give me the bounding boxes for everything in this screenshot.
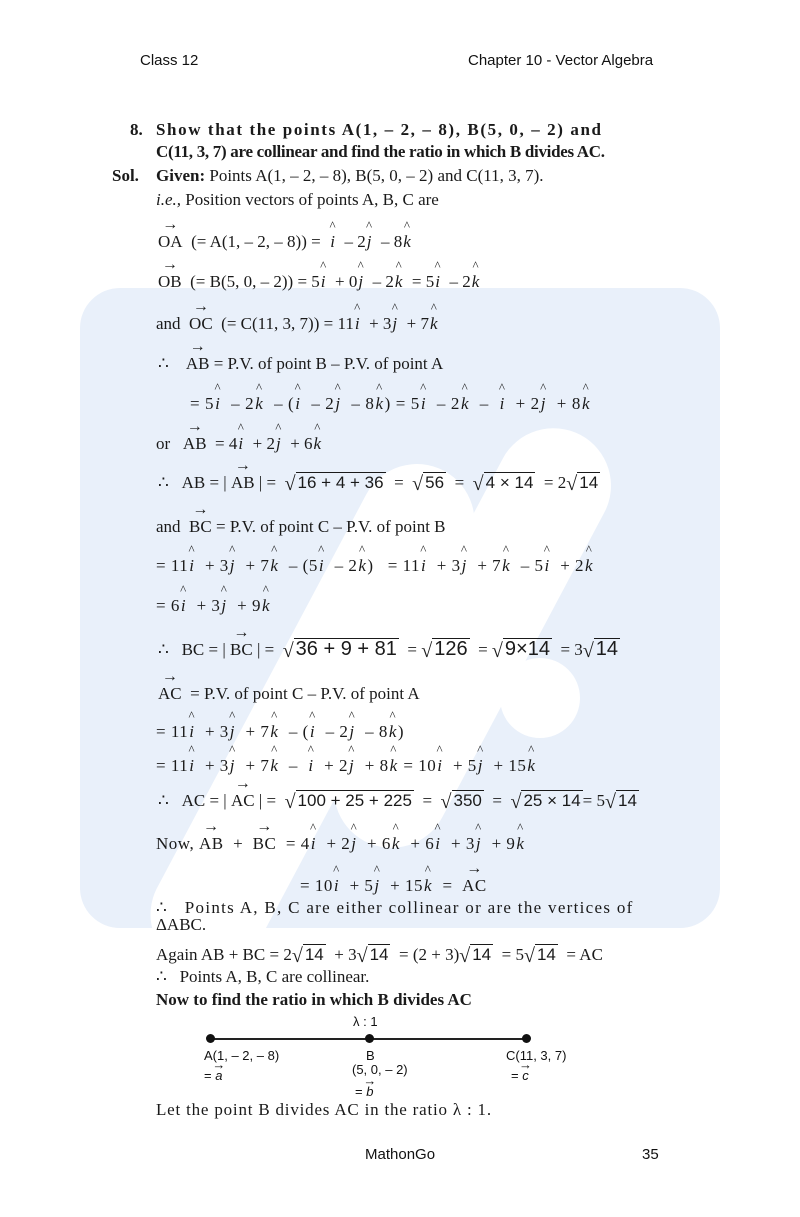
ie-line (156, 190, 439, 210)
equation-ab-definition: ∴ → AB = P.V. of point B – P.V. of point A (158, 354, 443, 374)
equation-sum-result: = 10^ i + 5^ j + 15^ k = → AC (300, 876, 487, 896)
equation-ab-result: or → AB = 4^ i + 2^ j + 6^ k (156, 434, 322, 454)
given-label: Given: (156, 166, 206, 185)
page-number: 35 (642, 1146, 659, 1163)
question-line-2: C(11, 3, 7) are collinear and find the ratio in which B divides AC. (156, 142, 605, 161)
ratio-heading: Now to find the ratio in which B divides AC (156, 990, 472, 1009)
equation-ab-expansion: = 5^ i – 2^ k – (^ i – 2^ j – 8^ k) = 5^ i – 2^ k – ^ i + 2^ j + 8^ k (190, 394, 591, 414)
point-b-label: B (366, 1048, 375, 1063)
equation-bc-result: = 6^ i + 3^ j + 9^ k (156, 596, 271, 616)
point-b-vector: = → b (355, 1084, 373, 1099)
point-a-vector: = → a (204, 1068, 222, 1083)
point-c-label: C(11, 3, 7) (506, 1048, 567, 1063)
equation-oa: → OA (= A(1, – 2, – 8)) = ^ i – 2^ j – 8^ k (158, 232, 412, 252)
header-class: Class 12 (140, 52, 199, 69)
statement-triangle: ΔABC. (156, 915, 207, 934)
ie-label: i.e., (156, 190, 182, 209)
equation-bc-magnitude: ∴ BC = | → BC | = √ 36 + 9 + 81 = √ 126 = √ 9×14 = 3√ 14 (158, 638, 620, 663)
point-b-dot (365, 1034, 374, 1043)
statement-either-collinear: ∴ Points A, B, C are either collinear or are the vertices of (156, 898, 634, 917)
equation-ab-magnitude: ∴ AB = | → AB | = √ 16 + 4 + 36 = √ 56 = √ 4 × 14 = 2√ 14 (158, 472, 600, 496)
equation-ac-definition: → AC = P.V. of point C – P.V. of point A (158, 684, 420, 704)
section-diagram (200, 1012, 567, 1107)
equation-again-sum: Again AB + BC = 2√ 14 + 3√ 14 = (2 + 3)√ 14 = 5√ 14 = AC (156, 945, 603, 967)
ie-text: Position vectors of points A, B, C are (185, 190, 439, 209)
statement-let-ratio: Let the point B divides AC in the ratio λ : 1. (156, 1100, 492, 1119)
equation-sum-ab-bc: Now, → AB + → BC = 4^ i + 2^ j + 6^ k + 6^ i + 3^ j + 9^ k (156, 834, 525, 854)
equation-ob: → OB (= B(5, 0, – 2)) = 5^ i + 0^ j – 2^ k = 5^ i – 2^ k (158, 272, 480, 292)
ratio-label: λ : 1 (353, 1014, 378, 1029)
header-chapter: Chapter 10 - Vector Algebra (468, 52, 654, 69)
equation-bc-definition: and → BC = P.V. of point C – P.V. of point B (156, 517, 446, 537)
point-c-dot (522, 1034, 531, 1043)
equation-bc-expansion: = 11^ i + 3^ j + 7^ k – (5^ i – 2^ k) = 11^ i + 3^ j + 7^ k – 5^ i + 2^ k (156, 556, 594, 576)
point-a-label: A(1, – 2, – 8) (204, 1048, 280, 1063)
statement-collinear: ∴ Points A, B, C are collinear. (156, 967, 370, 986)
equation-ac-expansion: = 11^ i + 3^ j + 7^ k – (^ i – 2^ j – 8^ k) (156, 722, 404, 742)
given-line (156, 166, 544, 186)
point-c-vector: = → c (511, 1068, 529, 1083)
given-text: Points A(1, – 2, – 8), B(5, 0, – 2) and C(11, 3, 7). (209, 166, 544, 185)
footer-brand: MathonGo (365, 1146, 436, 1163)
point-b-coords: (5, 0, – 2) (352, 1062, 408, 1077)
point-a-dot (206, 1034, 215, 1043)
question-number: 8. (130, 120, 143, 139)
solution-label: Sol. (112, 166, 139, 185)
question-line-1: Show that the points A(1, – 2, – 8), B(5, 0, – 2) and (156, 120, 603, 139)
equation-ac-simplification: = 11^ i + 3^ j + 7^ k – ^ i + 2^ j + 8^ k = 10^ i + 5^ j + 15^ k (156, 756, 536, 776)
equation-ac-magnitude: ∴ AC = | → AC | = √ 100 + 25 + 225 = √ 350 = √ 25 × 14 = 5√ 14 (158, 790, 639, 814)
equation-oc: and → OC (= C(11, 3, 7)) = 11^ i + 3^ j + 7^ k (156, 314, 439, 334)
